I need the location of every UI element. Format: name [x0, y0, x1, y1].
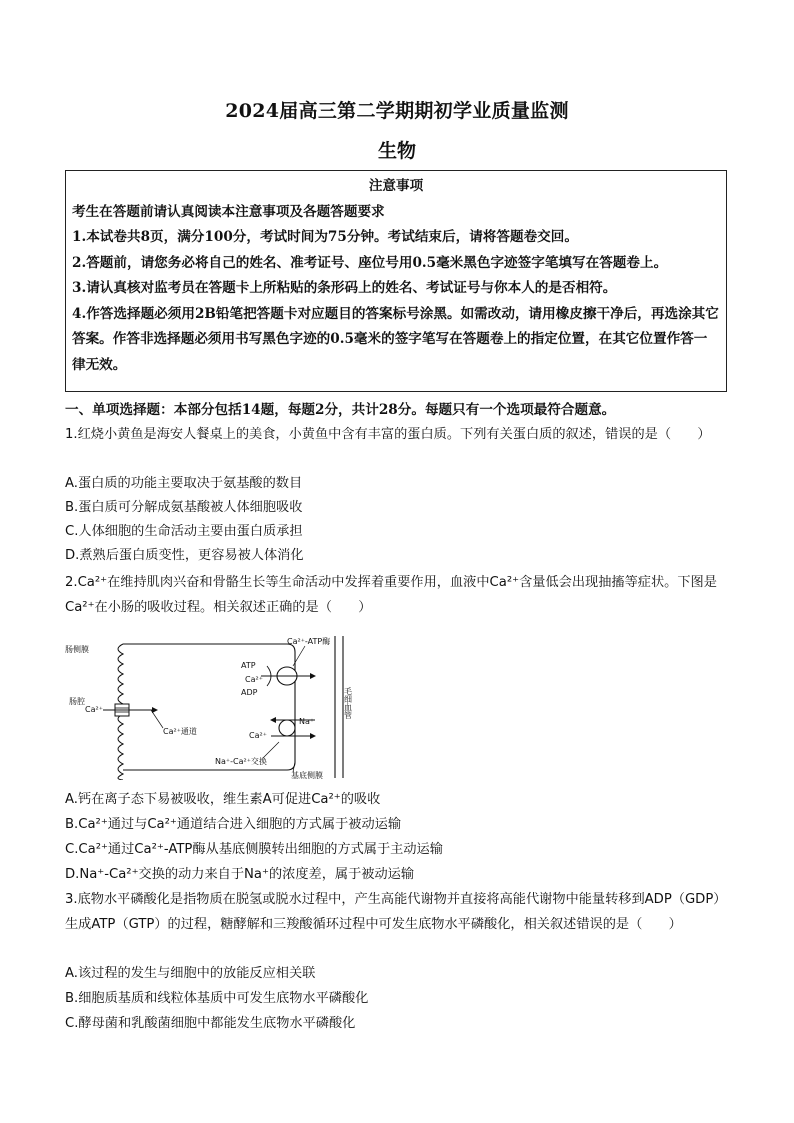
cell-outline	[123, 644, 295, 770]
notice-line: 考生在答题前请认真阅读本注意事项及各题答题要求	[72, 203, 385, 220]
subject-title: 生物	[377, 140, 416, 162]
label-na: Na⁺	[299, 717, 315, 726]
label-adp: ADP	[241, 688, 258, 697]
option: C.人体细胞的生命活动主要由蛋白质承担	[65, 524, 303, 539]
notice-heading: 注意事项	[368, 178, 424, 194]
option: D.煮熟后蛋白质变性，更容易被人体消化	[65, 548, 304, 563]
question-text: 1.红烧小黄鱼是海安人餐桌上的美食，小黄鱼中含有丰富的蛋白质。下列有关蛋白质的叙述，错误的是（ ）	[65, 427, 711, 442]
channel-pointer	[151, 710, 163, 728]
label-exchanger: Na⁺-Ca²⁺交换	[215, 757, 267, 766]
label-ca-pump: Ca²⁺	[245, 675, 263, 684]
option: C.酵母菌和乳酸菌细胞中都能发生底物水平磷酸化	[65, 1016, 356, 1031]
na-ca-exchanger	[279, 720, 295, 736]
label-ca-in: Ca²⁺	[85, 705, 103, 714]
notice-box	[65, 170, 727, 392]
question-1-stem	[65, 423, 730, 448]
label-basal: 基底侧膜	[291, 771, 323, 780]
option: B.细胞质基质和线粒体基质中可发生底物水平磷酸化	[65, 991, 369, 1006]
notice-line: 3.请认真核对监考员在答题卡上所粘贴的条形码上的姓名、考试证号与你本人的是否相符。	[72, 280, 617, 296]
question-2-stem	[65, 571, 730, 620]
calcium-absorption-diagram	[65, 632, 365, 780]
label-lumen-membrane: 肠侧膜	[65, 645, 89, 654]
label-ca-ex: Ca²⁺	[249, 731, 267, 740]
exchanger-pointer	[263, 742, 279, 758]
question-3-stem	[65, 888, 730, 937]
option: B.Ca²⁺通过与Ca²⁺通道结合进入细胞的方式属于被动运输	[65, 817, 402, 832]
option: A.钙在离子态下易被吸收，维生素A可促进Ca²⁺的吸收	[65, 792, 381, 807]
notice-line: 4.作答选择题必须用2B铅笔把答题卡对应题目的答案标号涂黑。如需改动，请用橡皮擦干净后，再选涂其它答案。作答非选择题必须用书写黑色字迹的0.5毫米的签字笔写在答题卷上的指定位置，在其它位置作答一律无效。	[72, 305, 719, 373]
question-text: 2.Ca²⁺在维持肌肉兴奋和骨骼生长等生命活动中发挥着重要作用，血液中Ca²⁺含量低会出现抽搐等症状。下图是Ca²⁺在小肠的吸收过程。相关叙述正确的是（ ）	[65, 575, 717, 615]
option: D.Na⁺-Ca²⁺交换的动力来自于Na⁺的浓度差，属于被动运输	[65, 867, 415, 882]
notice-line: 1.本试卷共8页，满分100分，考试时间为75分钟。考试结束后，请将答题卷交回。	[72, 229, 578, 245]
label-pump: Ca²⁺-ATP酶	[287, 637, 331, 646]
capillary-label: 毛细血管	[343, 687, 353, 719]
question-text: 3.底物水平磷酸化是指物质在脱氢或脱水过程中，产生高能代谢物并直接将高能代谢物中能量转移到ADP（GDP）生成ATP（GTP）的过程，糖酵解和三羧酸循环过程中可发生底物水平磷酸化，相关叙述错误的是（ ）	[65, 892, 727, 932]
option: C.Ca²⁺通过Ca²⁺-ATP酶从基底侧膜转出细胞的方式属于主动运输	[65, 842, 443, 857]
label-channel: Ca²⁺通道	[163, 727, 197, 736]
option: A.蛋白质的功能主要取决于氨基酸的数目	[65, 476, 303, 491]
label-atp: ATP	[241, 661, 256, 670]
label-lumen: 肠腔	[69, 697, 85, 706]
option: B.蛋白质可分解成氨基酸被人体细胞吸收	[65, 500, 303, 515]
exam-title: 2024届高三第二学期期初学业质量监测	[225, 100, 569, 122]
option: A.该过程的发生与细胞中的放能反应相关联	[65, 966, 316, 981]
notice-line: 2.答题前，请您务必将自己的姓名、准考证号、座位号用0.5毫米黑色字迹签字笔填写在答题卷上。	[72, 254, 668, 271]
section-heading: 一、单项选择题：本部分包括14题，每题2分，共计28分。每题只有一个选项最符合题意。	[65, 402, 616, 418]
